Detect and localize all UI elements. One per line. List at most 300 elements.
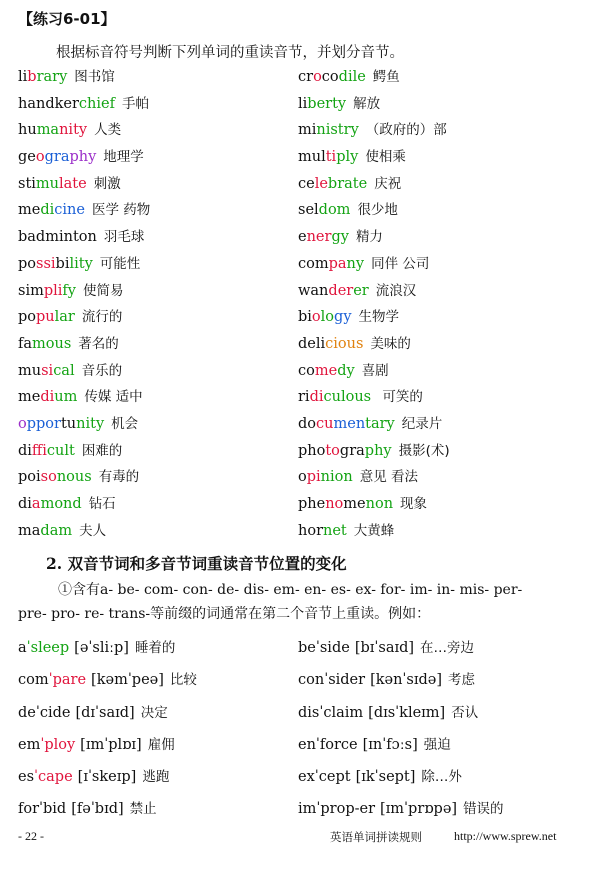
syllable: cu — [316, 415, 334, 432]
chinese-meaning: 庆祝 — [374, 175, 402, 192]
chinese-meaning: 流行的 — [81, 309, 123, 326]
vocab-entry — [298, 465, 418, 485]
word — [298, 496, 393, 512]
word — [18, 416, 104, 432]
vocab-entry — [18, 385, 143, 405]
word — [18, 363, 75, 379]
syllable: com — [18, 672, 49, 689]
syllable: ˈcept — [314, 769, 351, 786]
vocab-entry — [298, 305, 399, 325]
chinese-meaning: 传媒 适中 — [84, 389, 143, 406]
syllable: for — [18, 801, 40, 818]
vocab-row — [0, 409, 600, 436]
exercise-header: 【练习6-01】 — [18, 10, 116, 28]
syllable: hand — [18, 95, 55, 112]
word — [298, 801, 375, 817]
word — [18, 640, 69, 656]
syllable: li — [315, 335, 326, 352]
vocab-entry — [18, 145, 144, 165]
chinese-meaning: 睡着的 — [134, 640, 176, 656]
vocab-entry — [18, 465, 139, 485]
vocab-entry — [298, 65, 400, 85]
vocab-entry — [298, 145, 406, 165]
vocab-entry — [18, 252, 140, 272]
syllable: berty — [307, 95, 347, 112]
word — [18, 523, 72, 539]
chinese-meaning: 美味的 — [370, 335, 411, 352]
example-entry — [298, 765, 462, 785]
word — [18, 229, 97, 245]
rule-paragraph-line-2: pre- pro- re- trans-等前缀的词通常在第二个音节上重读。例如： — [18, 606, 431, 622]
example-row — [0, 729, 600, 761]
chinese-meaning: 强迫 — [423, 736, 451, 753]
syllable: o — [35, 149, 45, 166]
example-entry — [18, 765, 169, 785]
phonetic-transcription: [ɪmˈplɒɪ] — [80, 736, 142, 753]
vocab-entry — [18, 439, 122, 459]
syllable: fa — [18, 335, 33, 352]
syllable: no — [325, 496, 344, 512]
word — [18, 705, 70, 721]
syllable: dis — [298, 704, 320, 721]
chinese-meaning: 羽毛球 — [103, 229, 145, 246]
word — [298, 283, 369, 299]
chinese-meaning: 禁止 — [129, 801, 157, 818]
syllable: nous — [56, 469, 92, 486]
syllable: ˈcide — [35, 704, 71, 721]
word — [18, 256, 93, 272]
phonetic-transcription: [bɪˈsaɪd] — [354, 640, 415, 656]
vocab-entry — [18, 279, 123, 299]
syllable: lo — [320, 309, 335, 326]
syllable: me — [343, 496, 366, 512]
syllable: di — [18, 496, 32, 512]
syllable: me — [18, 389, 41, 406]
syllable: a — [31, 496, 41, 512]
syllable: nistry — [316, 122, 359, 139]
vocab-row — [0, 195, 600, 222]
word — [18, 202, 85, 218]
word — [298, 363, 355, 379]
syllable: o — [298, 469, 307, 486]
chinese-meaning: 否认 — [451, 704, 479, 721]
word — [18, 737, 75, 753]
syllable: im — [298, 801, 317, 818]
chinese-meaning: 决定 — [140, 704, 168, 721]
vocab-entry — [298, 385, 423, 405]
chinese-meaning: 雇佣 — [147, 736, 175, 753]
syllable: min — [45, 229, 73, 246]
vocab-row — [0, 516, 600, 543]
phonetic-transcription: [ɪnˈfɔːs] — [362, 736, 418, 753]
chinese-meaning: 很少地 — [357, 202, 398, 219]
vocab-entry — [298, 519, 394, 539]
syllable: de — [298, 335, 316, 352]
chinese-meaning: 刺激 — [93, 175, 121, 192]
syllable: si — [41, 362, 54, 379]
word — [298, 737, 358, 753]
syllable: e — [298, 229, 307, 246]
vocab-row — [0, 249, 600, 276]
syllable: ton — [72, 229, 97, 246]
vocab-entry — [298, 359, 389, 379]
vocab-entry — [298, 492, 427, 512]
syllable: der — [328, 282, 354, 299]
syllable: do — [298, 415, 317, 432]
word — [18, 389, 77, 405]
syllable: mul — [298, 149, 326, 166]
syllable: lar — [54, 309, 75, 326]
syllable: li — [18, 69, 28, 85]
word — [298, 96, 346, 112]
syllable: cious — [325, 335, 364, 352]
vocab-entry — [18, 225, 144, 245]
chinese-meaning: 医学 药物 — [91, 202, 151, 219]
syllable: po — [18, 309, 37, 326]
chinese-meaning: 摄影(术) — [398, 442, 450, 459]
section-title: 2. 双音节词和多音节词重读音节位置的变化 — [46, 554, 347, 573]
syllable: men — [333, 415, 366, 432]
chinese-meaning: 生物学 — [358, 309, 400, 326]
example-entry — [298, 701, 478, 721]
vocab-row — [0, 115, 600, 142]
page-number: - 22 - — [18, 829, 44, 843]
syllable: um — [54, 389, 78, 406]
phonetic-transcription: [ɪˈskeɪp] — [77, 769, 137, 786]
word — [298, 256, 364, 272]
example-entry — [298, 668, 475, 688]
vocab-entry — [298, 332, 411, 352]
syllable: sel — [298, 202, 319, 219]
syllable: sim — [18, 282, 44, 299]
example-entry — [18, 701, 168, 721]
vocab-entry — [298, 198, 398, 218]
vocab-entry — [298, 92, 380, 112]
syllable: nity — [76, 415, 105, 432]
vocab-entry — [18, 412, 138, 432]
syllable: cal — [53, 362, 75, 379]
example-row — [0, 664, 600, 696]
syllable: ma — [36, 122, 60, 139]
example-entry — [298, 733, 451, 753]
syllable: de — [18, 704, 36, 721]
word — [298, 443, 392, 459]
example-entry — [18, 636, 175, 656]
syllable: pho — [298, 442, 326, 459]
chinese-meaning: 使简易 — [82, 282, 124, 299]
chinese-meaning: 流浪汉 — [375, 282, 417, 299]
syllable: di — [18, 442, 32, 459]
syllable: ˈside — [315, 640, 350, 656]
phonetic-transcription: [kəmˈpeə] — [91, 672, 164, 689]
word — [18, 672, 86, 688]
syllable: dom — [318, 202, 351, 219]
chinese-meaning: （政府的）部 — [365, 122, 447, 139]
syllable: em — [18, 736, 41, 753]
syllable: o — [313, 69, 322, 85]
syllable: b — [27, 69, 37, 85]
instruction-text: 根据标音符号判断下列单词的重读音节，并划分音节。 — [56, 45, 404, 61]
syllable: en — [298, 736, 316, 753]
phonetic-transcription: [dɪsˈkleɪm] — [368, 704, 446, 721]
syllable: ner — [306, 229, 332, 246]
vocab-entry — [18, 492, 116, 512]
chinese-meaning: 著名的 — [78, 335, 119, 352]
chinese-meaning: 错误的 — [463, 801, 504, 818]
chinese-meaning: 在…旁边 — [420, 640, 475, 656]
syllable: ˈpare — [48, 672, 87, 689]
syllable: li — [298, 95, 308, 112]
example-entry — [18, 733, 175, 753]
example-entry — [298, 636, 474, 656]
chinese-meaning: 困难的 — [81, 442, 123, 459]
vocab-row — [0, 222, 600, 249]
syllable: le — [314, 175, 328, 192]
vocab-entry — [18, 332, 119, 352]
chinese-meaning: 机会 — [111, 415, 139, 432]
chinese-meaning: 同伴 公司 — [371, 255, 430, 272]
chinese-meaning: 有毒的 — [98, 469, 140, 486]
syllable: ker — [54, 95, 79, 112]
syllable: dy — [337, 362, 355, 379]
word — [298, 149, 358, 165]
syllable: a — [18, 640, 27, 656]
word — [18, 309, 75, 325]
vocab-entry — [18, 172, 121, 192]
syllable: ge — [18, 149, 36, 166]
chinese-meaning: 手帕 — [121, 95, 149, 112]
site-url[interactable]: http://www.sprew.net — [454, 829, 557, 843]
example-row — [0, 632, 600, 664]
syllable: chief — [78, 95, 115, 112]
chinese-meaning: 音乐的 — [81, 362, 123, 379]
syllable: phy — [364, 442, 392, 459]
syllable: ply — [336, 149, 359, 166]
word — [18, 769, 73, 785]
syllable: dile — [338, 69, 366, 85]
syllable: di — [309, 389, 324, 406]
chinese-meaning: 可笑的 — [378, 389, 423, 406]
word — [298, 122, 359, 138]
word — [298, 389, 371, 405]
syllable: poi — [18, 469, 41, 486]
chinese-meaning: 使相乘 — [365, 149, 406, 166]
word — [298, 769, 351, 785]
phonetic-transcription: [dɪˈsaɪd] — [75, 704, 135, 721]
syllable: hor — [298, 522, 323, 539]
chinese-meaning: 解放 — [353, 95, 381, 112]
syllable: cr — [298, 69, 314, 85]
syllable: ˈsleep — [26, 640, 70, 656]
example-list — [0, 632, 600, 826]
syllable: mi — [298, 122, 317, 139]
word — [18, 96, 115, 112]
chinese-meaning: 比较 — [169, 672, 197, 689]
syllable: er — [353, 282, 369, 299]
syllable: late — [59, 175, 87, 192]
example-entry — [298, 797, 504, 817]
word — [18, 69, 67, 85]
syllable: di — [40, 389, 55, 406]
syllable: gra — [44, 149, 70, 166]
syllable: rary — [36, 69, 68, 85]
syllable: to — [325, 442, 340, 459]
syllable: culous — [323, 389, 372, 406]
syllable: ny — [346, 255, 365, 272]
word — [18, 469, 92, 485]
word — [18, 283, 76, 299]
syllable: pa — [328, 255, 347, 272]
word — [298, 469, 353, 485]
vocab-entry — [298, 439, 450, 459]
vocab-entry — [18, 118, 121, 138]
syllable: mu — [35, 175, 59, 192]
syllable: me — [18, 202, 41, 219]
word — [298, 523, 347, 539]
word — [298, 416, 395, 432]
vocab-row — [0, 436, 600, 463]
word — [18, 496, 82, 512]
example-entry — [18, 797, 157, 817]
syllable: gy — [334, 309, 352, 326]
syllable: ppor — [26, 415, 61, 432]
syllable: bad — [18, 229, 46, 246]
syllable: po — [18, 255, 37, 272]
syllable: com — [298, 255, 329, 272]
vocab-row — [0, 329, 600, 356]
chinese-meaning: 钻石 — [88, 496, 116, 512]
vocab-entry — [18, 198, 150, 218]
vocab-row — [0, 169, 600, 196]
word — [18, 176, 87, 192]
syllable: ˈcape — [34, 769, 73, 786]
vocab-entry — [18, 65, 115, 85]
vocab-row — [0, 276, 600, 303]
syllable: wan — [298, 282, 329, 299]
syllable: ri — [298, 389, 310, 406]
word — [298, 176, 367, 192]
phonetic-transcription: [kənˈsɪdə] — [370, 672, 443, 689]
syllable: gra — [339, 442, 365, 459]
vocab-entry — [298, 279, 416, 299]
vocab-entry — [298, 225, 383, 245]
syllable: ˈbid — [39, 801, 67, 818]
chinese-meaning: 逃跑 — [142, 769, 170, 786]
chinese-meaning: 喜剧 — [361, 362, 389, 379]
chinese-meaning: 可能性 — [99, 255, 141, 272]
syllable: nity — [59, 122, 88, 139]
example-row — [0, 761, 600, 793]
word — [298, 640, 350, 656]
phonetic-transcription: [ɪmˈprɒpə] — [380, 801, 458, 818]
syllable: ˈsider — [324, 672, 366, 689]
syllable: ma — [18, 522, 41, 539]
word — [298, 336, 363, 352]
syllable: me — [314, 362, 338, 379]
word — [18, 149, 96, 165]
syllable: es — [18, 769, 35, 786]
chinese-meaning: 现象 — [400, 496, 428, 512]
chinese-meaning: 考虑 — [448, 672, 476, 689]
syllable: di — [40, 202, 55, 219]
vocab-entry — [18, 519, 106, 539]
syllable: ˈprop-er — [316, 801, 376, 818]
syllable: ce — [298, 175, 315, 192]
vocab-entry — [18, 359, 122, 379]
syllable: tary — [365, 415, 395, 432]
syllable: mond — [40, 496, 82, 512]
vocab-row — [0, 356, 600, 383]
word — [298, 229, 349, 245]
syllable: ti — [325, 149, 337, 166]
chinese-meaning: 鳄鱼 — [372, 69, 400, 85]
word — [298, 202, 350, 218]
syllable: o — [311, 309, 321, 326]
syllable: dam — [40, 522, 73, 539]
syllable: co — [298, 362, 315, 379]
word — [298, 705, 363, 721]
vocab-entry — [298, 172, 401, 192]
syllable: fy — [62, 282, 76, 299]
syllable: sti — [18, 175, 36, 192]
chinese-meaning: 夫人 — [79, 522, 107, 539]
syllable: ˈforce — [315, 736, 358, 753]
syllable: tu — [60, 415, 77, 432]
book-title: 英语单词拼读规则 — [330, 830, 422, 844]
chinese-meaning: 地理学 — [103, 149, 144, 166]
word — [298, 309, 352, 325]
syllable: bi — [55, 255, 70, 272]
syllable: ˈploy — [40, 736, 76, 753]
word — [18, 336, 71, 352]
syllable: con — [298, 672, 325, 689]
phonetic-transcription: [fəˈbɪd] — [71, 801, 124, 818]
chinese-meaning: 意见 看法 — [359, 469, 418, 486]
chinese-meaning: 图书馆 — [74, 69, 115, 85]
phonetic-transcription: [əˈsliːp] — [74, 640, 129, 656]
rule-paragraph-line-1: ①含有a- be- com- con- de- dis- em- en- es- ex- for- im- in- mis- per- — [58, 582, 523, 598]
word — [298, 69, 366, 85]
syllable: co — [321, 69, 339, 85]
syllable: lity — [69, 255, 93, 272]
syllable: ˈclaim — [319, 704, 364, 721]
syllable: ffi — [31, 442, 47, 459]
chinese-meaning: 大黄蜂 — [353, 522, 395, 539]
word — [298, 672, 365, 688]
vocab-entry — [298, 252, 429, 272]
syllable: phy — [69, 149, 97, 166]
vocab-entry — [298, 412, 442, 432]
syllable: mous — [32, 335, 72, 352]
syllable: phe — [298, 496, 326, 512]
syllable: mu — [18, 362, 42, 379]
syllable: bi — [298, 309, 312, 326]
vocab-entry — [18, 305, 122, 325]
example-entry — [18, 668, 197, 688]
vocab-row — [0, 302, 600, 329]
vocab-row — [0, 89, 600, 116]
syllable: ex — [298, 769, 315, 786]
syllable: so — [40, 469, 57, 486]
syllable: non — [365, 496, 394, 512]
word — [18, 443, 75, 459]
vocab-row — [0, 382, 600, 409]
chinese-meaning: 除…外 — [421, 769, 462, 786]
chinese-meaning: 人类 — [94, 122, 122, 139]
vocab-row — [0, 62, 600, 89]
syllable: pi — [306, 469, 321, 486]
vocab-row — [0, 462, 600, 489]
